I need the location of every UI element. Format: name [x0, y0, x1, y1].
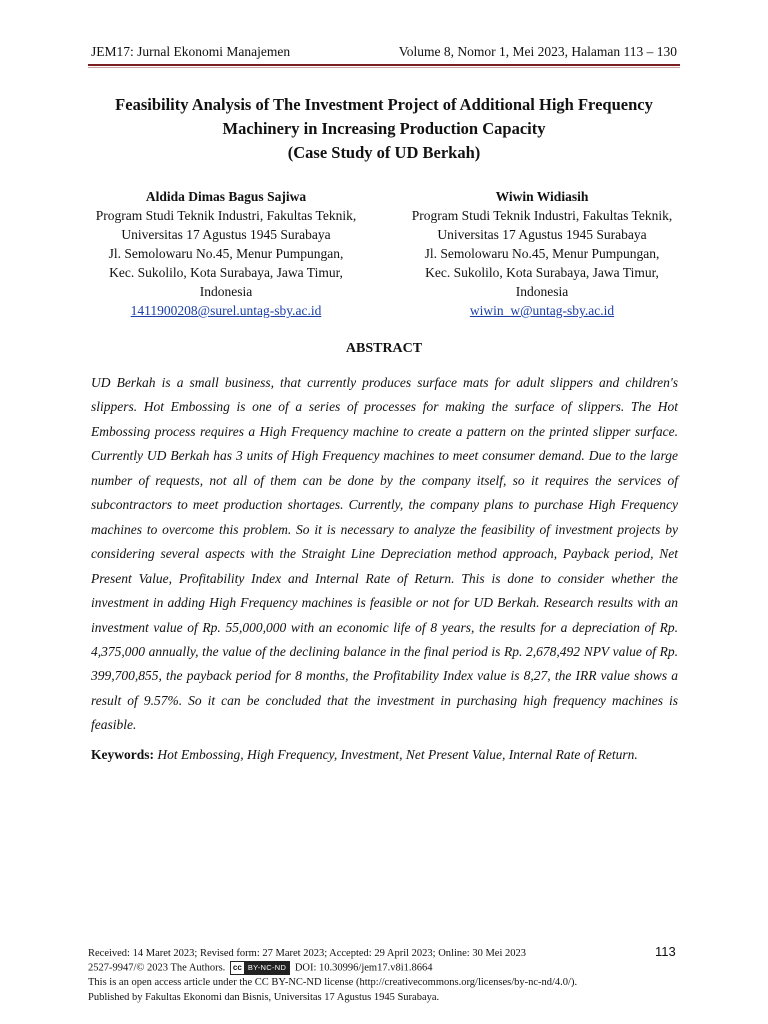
author-affiliation: Program Studi Teknik Industri, Fakultas Teknik,: [95, 208, 357, 223]
footer-doi[interactable]: DOI: 10.30996/jem17.v8i1.8664: [294, 962, 433, 974]
author-district: Kec. Sukolilo, Kota Surabaya, Jawa Timur,: [109, 265, 343, 280]
author-address: Jl. Semolowaru No.45, Menur Pumpungan,: [108, 246, 344, 261]
running-head: [91, 44, 677, 60]
author-university: Universitas 17 Agustus 1945 Surabaya: [121, 227, 331, 242]
keywords-label: Keywords:: [91, 747, 154, 762]
author-name: Aldida Dimas Bagus Sajiwa: [145, 189, 307, 204]
cc-logo: cc: [231, 962, 245, 974]
journal-name: JEM17: Jurnal Ekonomi Manajemen: [91, 44, 291, 59]
header-rule: [88, 64, 680, 66]
footer-issn: 2527-9947/© 2023 The Authors.: [88, 962, 226, 974]
header-rule-thin: [88, 67, 680, 68]
title-line: Feasibility Analysis of The Investment Project of Additional High Frequency: [115, 95, 653, 114]
author-district: Kec. Sukolilo, Kota Surabaya, Jawa Timur,: [425, 265, 659, 280]
author-email-link[interactable]: 1411900208@surel.untag-sby.ac.id: [130, 303, 322, 318]
author-block-2: [382, 187, 702, 320]
footer-publisher: Published by Fakultas Ekonomi dan Bisnis, Universitas 17 Agustus 1945 Surabaya.: [88, 991, 440, 1003]
author-email-link[interactable]: wiwin_w@untag-sby.ac.id: [469, 303, 615, 318]
keywords-text: Hot Embossing, High Frequency, Investment, Net Present Value, Internal Rate of Return.: [157, 747, 638, 762]
cc-license-icon[interactable]: [230, 961, 290, 975]
page-number: 113: [655, 944, 676, 959]
abstract-heading: ABSTRACT: [345, 341, 423, 356]
title-line: Machinery in Increasing Production Capacity: [222, 119, 546, 138]
author-address: Jl. Semolowaru No.45, Menur Pumpungan,: [424, 246, 660, 261]
license-badge: BY-NC-ND: [245, 962, 289, 974]
author-affiliation: Program Studi Teknik Industri, Fakultas Teknik,: [411, 208, 673, 223]
author-country: Indonesia: [515, 284, 569, 299]
footer: [88, 947, 577, 1005]
footer-copyright: [88, 961, 577, 976]
footer-dates: Received: 14 Maret 2023; Revised form: 27 Maret 2023; Accepted: 29 April 2023; Online: 30 Mei 2023: [88, 948, 527, 959]
author-university: Universitas 17 Agustus 1945 Surabaya: [437, 227, 647, 242]
abstract-text: UD Berkah is a small business, that currently produces surface mats for adult slippers and children's slippers. Hot Embossing is one of a series of processes for making the surface of slippers. The Hot Embossing process requires a High Frequency machine to create a pattern on the printed slipper surface. Currently UD Berkah has 3 units of High Frequency machines to meet consumer demand. Due to the large number of requests, not all of them can be done by the company itself, so it requires the services of subcontractors to meet production shortages. Currently, the company plans to purchase High Frequency machines to overcome this problem. So it is necessary to analyze the feasibility of investment projects by considering several aspects with the Straight Line Depreciation method approach, Payback period, Net Present Value, Profitability Index and Internal Rate of Return. This is done to consider whether the investment in adding High Frequency machines is feasible or not for UD Berkah. Research results with an investment value of Rp. 55,000,000 with an economic life of 8 years, the results for a depreciation of Rp. 4,375,000 annually, the value of the declining balance in the final period is Rp. 2,678,492 NPV value of Rp. 399,700,855, the payback period for 8 months, the Profitability Index value is 8,27, the IRR value shows a result of 9.57%. So it can be concluded that the investment in purchasing high frequency machines is feasible.: [91, 375, 678, 733]
issue-info: Volume 8, Nomor 1, Mei 2023, Halaman 113 – 130: [398, 44, 677, 59]
author-name: Wiwin Widiasih: [495, 189, 589, 204]
keywords: [91, 747, 708, 763]
title-subtitle: (Case Study of UD Berkah): [287, 143, 481, 162]
author-country: Indonesia: [199, 284, 253, 299]
paper-title: [60, 93, 708, 165]
author-block-1: [66, 187, 386, 320]
footer-license: This is an open access article under the CC BY-NC-ND license (http://creativecommons.org/licenses/by-nc-nd/4.0/).: [88, 977, 578, 989]
